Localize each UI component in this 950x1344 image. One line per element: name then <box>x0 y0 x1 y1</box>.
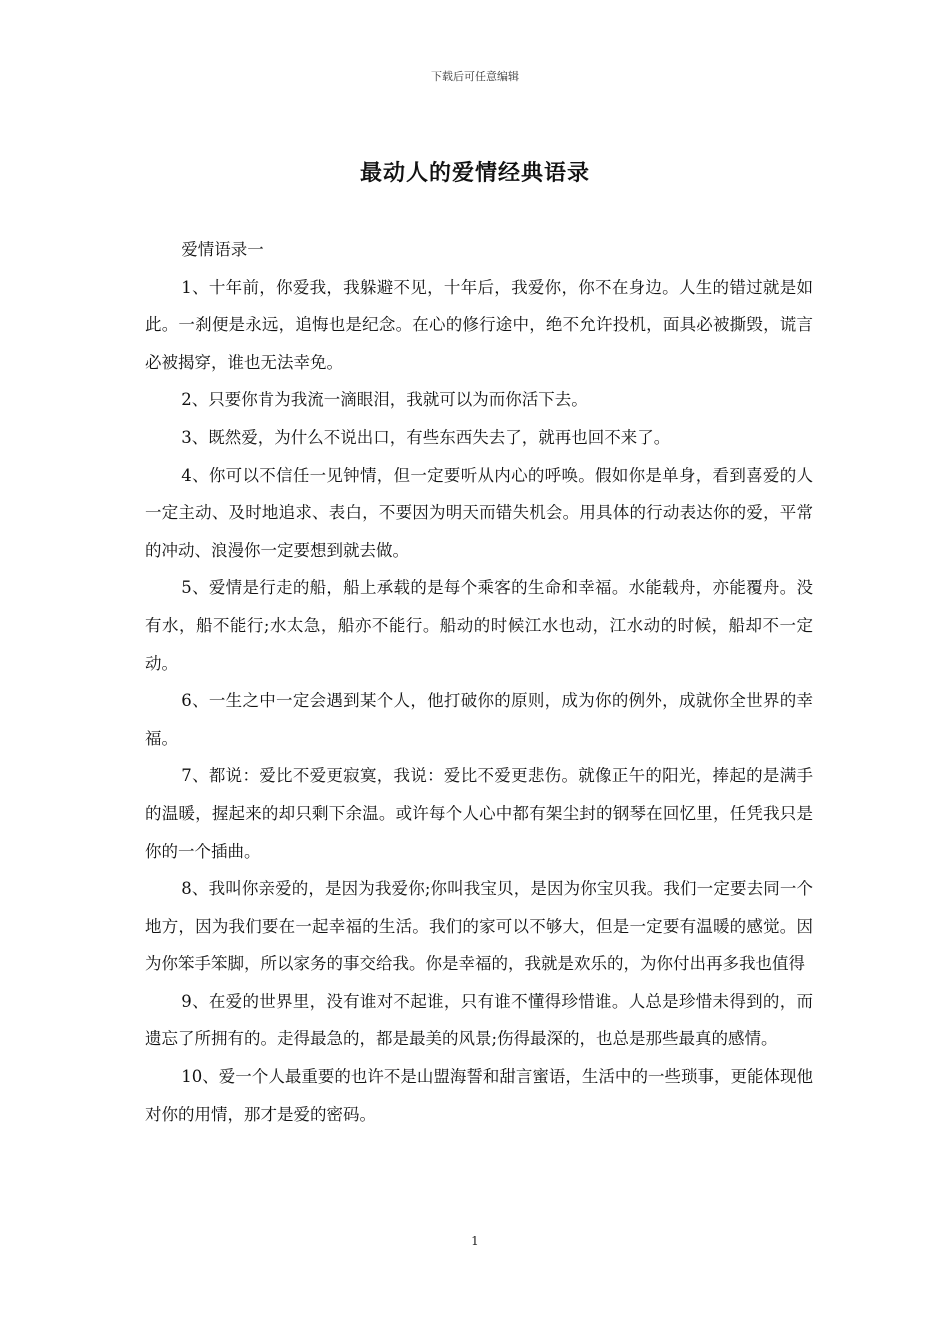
paragraph-10: 10、爱一个人最重要的也许不是山盟海誓和甜言蜜语，生活中的一些琐事，更能体现他对你的用情，那才是爱的密码。 <box>145 1067 813 1124</box>
header-note: 下载后可任意编辑 <box>431 70 519 83</box>
paragraph-7: 7、都说：爱比不爱更寂寞，我说：爱比不爱更悲伤。就像正午的阳光，捧起的是满手的温暖，握起来的却只剩下余温。或许每个人心中都有架尘封的钢琴在回忆里，任凭我只是你的一个插曲。 <box>145 766 813 861</box>
page-number: 1 <box>471 1234 479 1248</box>
paragraph-1: 1、十年前，你爱我，我躲避不见，十年后，我爱你，你不在身边。人生的错过就是如此。一刹便是永远，追悔也是纪念。在心的修行途中，绝不允许投机，面具必被撕毁，谎言必被揭穿，谁也无法幸免。 <box>145 277 813 372</box>
paragraph-5: 5、爱情是行走的船，船上承载的是每个乘客的生命和幸福。水能载舟，亦能覆舟。没有水，船不能行;水太急，船亦不能行。船动的时候江水也动，江水动的时候，船却不一定动。 <box>145 578 813 673</box>
paragraph-6: 6、一生之中一定会遇到某个人，他打破你的原则，成为你的例外，成就你全世界的幸福。 <box>145 691 813 748</box>
paragraph-9: 9、在爱的世界里，没有谁对不起谁，只有谁不懂得珍惜谁。人总是珍惜未得到的，而遗忘了所拥有的。走得最急的，都是最美的风景;伤得最深的，也总是那些最真的感情。 <box>145 991 813 1049</box>
paragraph-8: 8、我叫你亲爱的，是因为我爱你;你叫我宝贝，是因为你宝贝我。我们一定要去同一个地方，因为我们要在一起幸福的生活。我们的家可以不够大，但是一定要有温暖的感觉。因为你笨手笨脚，所以家务的事交给我。你是幸福的，我就是欢乐的，为你付出再多我也值得 <box>145 879 813 974</box>
paragraph-2: 2、只要你肯为我流一滴眼泪，我就可以为而你活下去。 <box>181 390 588 410</box>
document-title: 最动人的爱情经典语录 <box>359 161 590 186</box>
paragraph-4: 4、你可以不信任一见钟情，但一定要听从内心的呼唤。假如你是单身，看到喜爱的人一定主动、及时地追求、表白，不要因为明天而错失机会。用具体的行动表达你的爱，平常的冲动、浪漫你一定要想到就去做。 <box>145 465 813 560</box>
document-body <box>145 231 813 1133</box>
paragraph-3: 3、既然爱，为什么不说出口，有些东西失去了，就再也回不来了。 <box>181 427 671 447</box>
section-heading: 爱情语录一 <box>181 240 264 259</box>
